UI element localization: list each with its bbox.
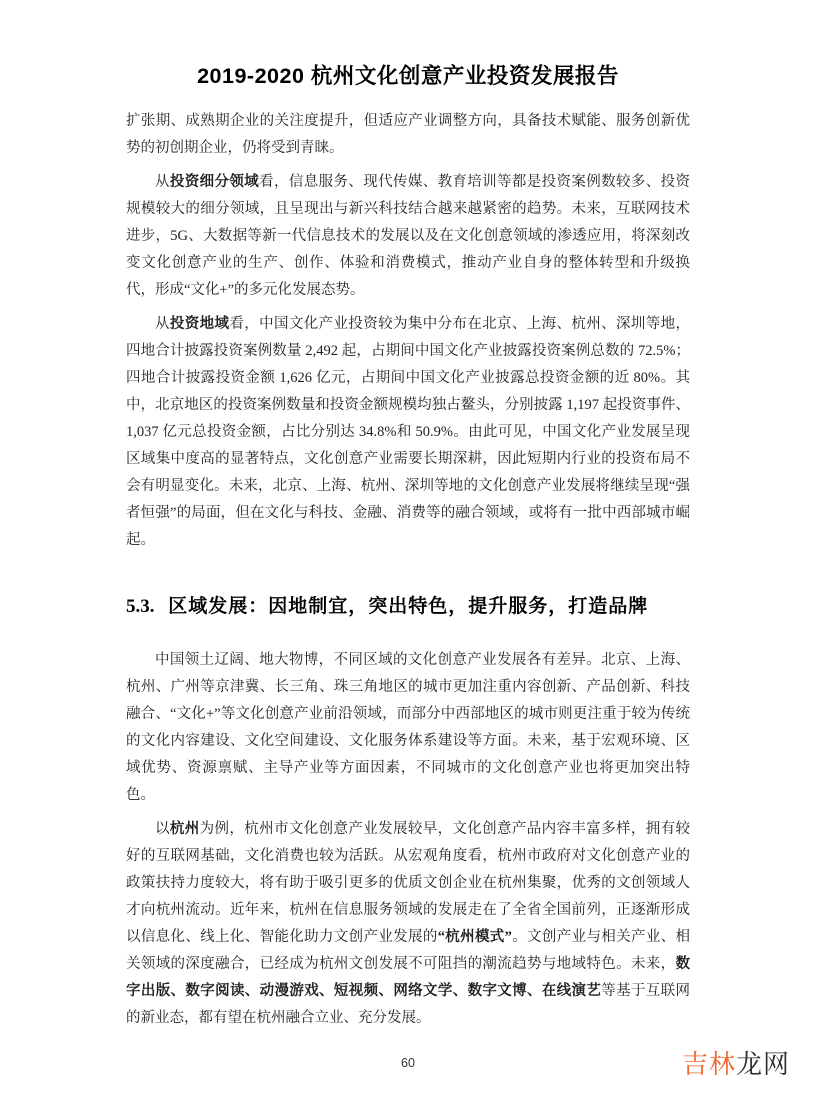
body-text: 为例，杭州市文化创意产业发展较早，文化创意产品内容丰富多样，拥有较好的互联网基础，文化消费也较为活跃。从宏观角度看，杭州市政府对文化创意产业的政策扶持力度较大，将有助于吸引更多的优质文创企业在杭州集聚，优秀的文创领域人才向杭州流动。近年来，杭州在信息服务领域的发展走在了全省全国前列，正逐渐形成以信息化、线上化、智能化助力文创产业发展的 xyxy=(126,821,691,945)
body-text: 看，中国文化产业投资较为集中分布在北京、上海、杭州、深圳等地，四地合计披露投资案例数量 2,492 起，占期间中国文化产业披露投资案例总数的 72.5%；四地合计披露投资金额 1,626 亿元，占期间中国文化产业披露总投资金额的近 80%。其中，北京地区的投资案例数量和投资金额规模均独占鳌头，分别披露 1,197 起投资事件、1,037 亿元总投资金额，占比分别达 34.8%和 50.9%。由此可见，中国文化产业发展呈现区域集中度高的显著特点，文化创意产业需要长期深耕，因此短期内行业的投资布局不会有明显变化。未来，北京、上海、杭州、深圳等地的文化创意产业发展将继续呈现“强者恒强”的局面，但在文化与科技、金融、消费等的融合领域，或将有一批中西部城市崛起。 xyxy=(126,316,691,548)
body-text: 中国领土辽阔、地大物博，不同区域的文化创意产业发展各有差异。北京、上海、杭州、广州等京津冀、长三角、珠三角地区的城市更加注重内容创新、产品创新、科技融合、“文化+”等文化创意产业前沿领域，而部分中西部地区的城市则更注重于较为传统的文化内容建设、文化空间建设、文化服务体系建设等方面。未来，基于宏观环境、区域优势、资源禀赋、主导产业等方面因素，不同城市的文化创意产业也将更加突出特色。 xyxy=(126,652,690,803)
body-text: 从 xyxy=(155,316,170,332)
page-title: 2019-2020 杭州文化创意产业投资发展报告 xyxy=(197,64,619,88)
paragraph-investment-subfields xyxy=(126,169,690,304)
bold-text: “杭州模式” xyxy=(437,929,512,945)
body-text: 从 xyxy=(155,174,170,190)
section-title: 区域发展：因地制宜，突出特色，提升服务，打造品牌 xyxy=(168,596,649,617)
body-text: 等基于互联网的新业态，都有望在杭州融合立业、充分发展。 xyxy=(126,983,691,1026)
paragraph-continuation xyxy=(126,108,690,162)
bold-text: 投资地域 xyxy=(169,316,230,332)
paragraph-hangzhou-example xyxy=(126,816,690,1032)
bold-text: 数字出版、数字阅读、动漫游戏、短视频、网络文学、数字文博、在线演艺 xyxy=(126,956,690,999)
body-text: 。文创产业与相关产业、相关领域的深度融合，已经成为杭州文创发展不可阻挡的潮流趋势与地域特色。未来， xyxy=(126,929,691,972)
section-number: 5.3. xyxy=(126,596,155,617)
watermark-prefix: 吉林 xyxy=(681,1049,736,1079)
body-text: 扩张期、成熟期企业的关注度提升，但适应产业调整方向，具备技术赋能、服务创新优势的初创期企业，仍将受到青睐。 xyxy=(126,113,690,156)
bold-text: 投资细分领域 xyxy=(169,174,260,190)
body-text: 以 xyxy=(155,821,170,837)
document-body xyxy=(126,0,690,1039)
watermark-logo xyxy=(682,1051,790,1077)
section-heading xyxy=(126,593,690,620)
paragraph-regional-differences xyxy=(126,647,690,809)
page-number: 60 xyxy=(401,1056,415,1070)
bold-text: 杭州 xyxy=(169,821,200,837)
body-text: 看，信息服务、现代传媒、教育培训等都是投资案例数较多、投资规模较大的细分领域，且呈现出与新兴科技结合越来越紧密的趋势。未来，互联网技术进步，5G、大数据等新一代信息技术的发展以及在文化创意领域的渗透应用，将深刻改变文化创意产业的生产、创作、体验和消费模式，推动产业自身的整体转型和升级换代，形成“文化+”的多元化发展态势。 xyxy=(126,174,691,298)
paragraph-investment-regions xyxy=(126,311,690,554)
watermark-suffix: 龙网 xyxy=(735,1049,790,1079)
